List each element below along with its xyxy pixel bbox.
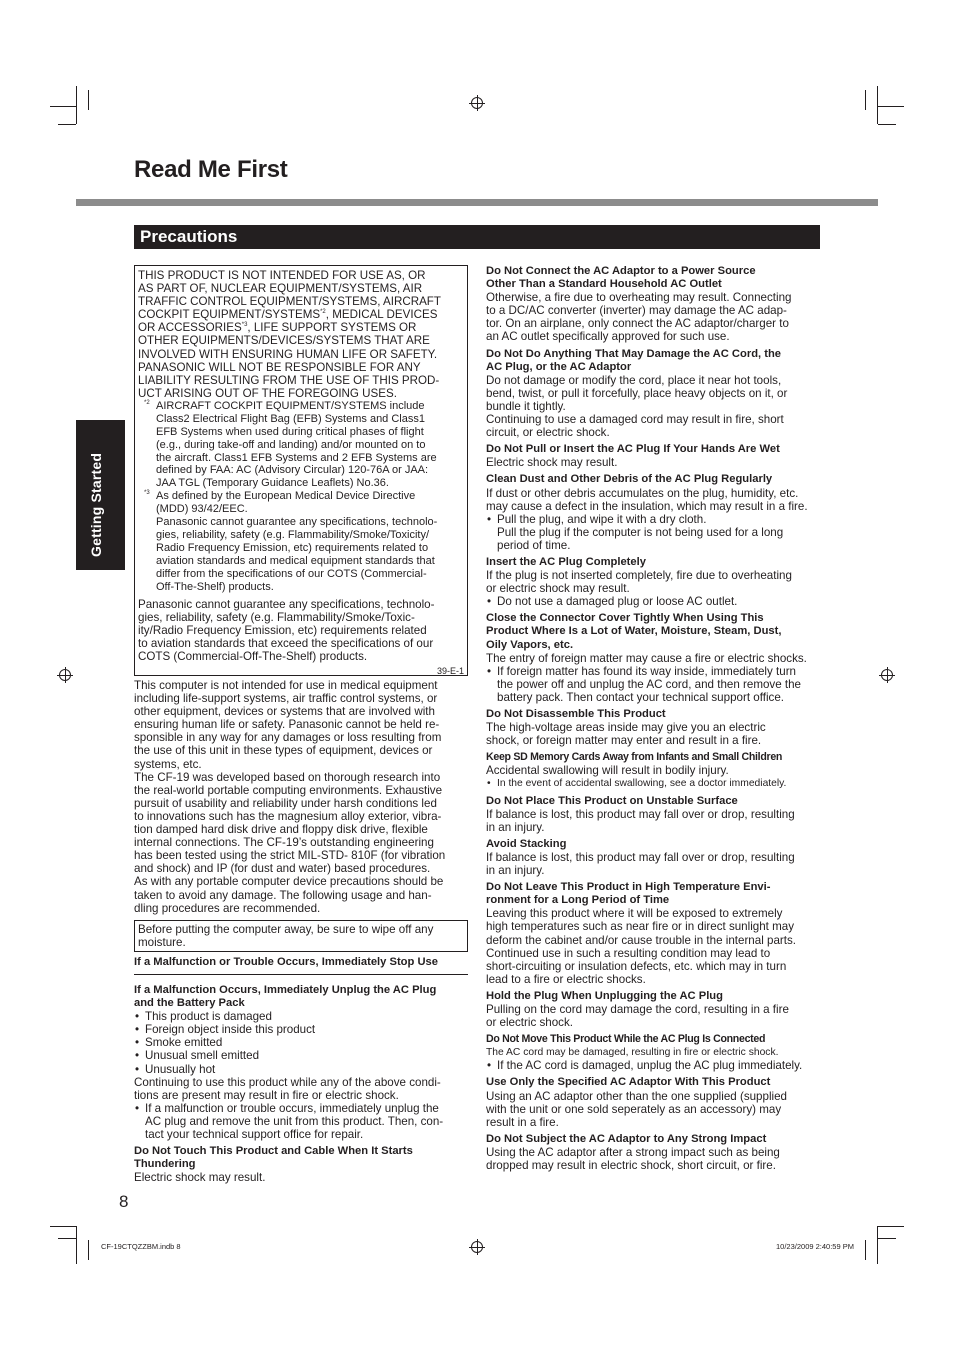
text-line: Continuing to use this product while any of the above condi- xyxy=(134,1075,441,1089)
crop-mark xyxy=(877,1226,878,1264)
footnote-line: As defined by the European Medical Device Directive xyxy=(156,490,416,503)
crop-mark xyxy=(76,1226,77,1264)
bullet-item: • Unusually hot xyxy=(134,1063,468,1076)
footnote-line: differ from the specifications of our COTS (Commercial- xyxy=(156,567,427,580)
divider xyxy=(134,974,468,975)
text-line: tion damped hard disk drive and floppy disk drive, flexible xyxy=(134,823,428,837)
text-line: moisture. xyxy=(138,935,186,949)
text-line: The AC cord may be damaged, resulting in fire or electric shock. xyxy=(486,1047,779,1059)
bullet-item: • Foreign object inside this product xyxy=(134,1023,468,1036)
footnote-line: Class2 Electrical Flight Bag (EFB) Systems and Class1 xyxy=(156,412,425,425)
title-rule xyxy=(76,199,878,206)
text-line: high temperatures such as near fire or in direct sunlight may xyxy=(486,920,795,934)
text-line: As with any portable computer device precautions should be xyxy=(134,875,444,889)
text-line: an AC outlet specifically approved for such use. xyxy=(486,330,730,344)
notice-line: COTS (Commercial-Off-The-Shelf) products. xyxy=(138,649,368,663)
side-tab-label: Getting Started xyxy=(88,452,104,557)
crop-mark xyxy=(878,1226,904,1227)
text-line: Leaving this product where it will be exposed to extremely xyxy=(486,907,783,921)
notice-line: OTHER EQUIPMENTS/DEVICES/SYSTEMS THAT ARE xyxy=(138,334,430,348)
section-heading: Insert the AC Plug Completely xyxy=(486,555,646,568)
bullet-item: • Do not use a damaged plug or loose AC outlet. xyxy=(486,595,820,608)
footnote-ref: *3 xyxy=(241,322,248,329)
notice-box xyxy=(134,265,468,676)
text-line: shock, or foreign matter may enter and result in a fire. xyxy=(486,734,762,748)
bullet-continuation: battery pack. Then contact your technical support office. xyxy=(497,690,785,704)
notice-line: THIS PRODUCT IS NOT INTENDED FOR USE AS, OR xyxy=(138,269,426,282)
text-line: Electric shock may result. xyxy=(486,456,618,470)
text-line: other equipment, devices or systems that are involved with xyxy=(134,705,435,719)
notice-text: OR ACCESSORIES xyxy=(138,321,242,335)
section-heading: Hold the Plug When Unplugging the AC Plug xyxy=(486,989,723,1002)
notice-text: , LIFE SUPPORT SYSTEMS OR xyxy=(247,321,417,335)
registration-mark-icon xyxy=(471,97,483,109)
footnote-line: gies, reliability, safety (e.g. Flammability/Smoke/Toxicity/ xyxy=(156,529,430,541)
footnote-line: Panasonic cannot guarantee any specifications, technolo- xyxy=(156,516,438,529)
bullet-item: • If a malfunction or trouble occurs, immediately unplug the xyxy=(134,1102,468,1115)
notice-line: LIABILITY RESULTING FROM THE USE OF THIS PROD- xyxy=(138,373,440,387)
text-line: circuit, or electric shock. xyxy=(486,426,610,440)
registration-mark-icon xyxy=(881,669,893,681)
footnote-line: Radio Frequency Emission, etc) requirements related to xyxy=(156,541,429,554)
notice-line: UCT ARISING OUT OF THE FOREGOING USES. xyxy=(138,386,397,400)
footnote-mark: *3 xyxy=(144,490,150,497)
footnote-ref: *2 xyxy=(320,309,326,316)
section-heading: Avoid Stacking xyxy=(486,837,567,850)
notice-line: AS PART OF, NUCLEAR EQUIPMENT/SYSTEMS, AIR xyxy=(138,282,423,296)
section-heading: AC Plug, or the AC Adaptor xyxy=(486,360,632,373)
footnote-line: defined by FAA: AC (Advisory Circular) 120-76A or JAA: xyxy=(156,464,429,477)
unplug-heading: and the Battery Pack xyxy=(134,997,245,1010)
section-heading: Oily Vapors, etc. xyxy=(486,638,574,651)
bullet-item: • In the event of accidental swallowing, see a doctor immediately. xyxy=(486,777,820,790)
text-line: or electric shock. xyxy=(486,1016,573,1030)
footnote-line: JAA TGL (Temporary Guidance Leaflets) No.36. xyxy=(156,477,389,490)
text-line: Before putting the computer away, be sure to wipe off any xyxy=(138,922,434,936)
text-line: bundle it tightly. xyxy=(486,399,566,413)
notice-line: PANASONIC WILL NOT BE RESPONSIBLE FOR ANY xyxy=(138,360,421,374)
footnote-mark: *2 xyxy=(144,399,150,406)
right-column xyxy=(486,265,820,1172)
footer-file: CF-19CTQZZBM.indb 8 xyxy=(101,1242,181,1251)
notice-line: Panasonic cannot guarantee any specifications, technolo- xyxy=(138,597,435,611)
text-line: internal connections. The CF-19’s outstanding engineering xyxy=(134,836,434,850)
text-line: deform the cabinet and/or cause trouble in the internal parts. xyxy=(486,933,796,947)
notice-line xyxy=(138,308,464,321)
notice-code: 39-E-1 xyxy=(436,666,464,676)
section-heading: Close the Connector Cover Tightly When Using This xyxy=(486,612,764,625)
text-line: bend, twist, or pull it forcefully, place heavy objects on it, or xyxy=(486,386,788,400)
text-line: Do not damage or modify the cord, place it near hot tools, xyxy=(486,373,782,387)
text-line: sponsible in any way for any damages or loss resulting from xyxy=(134,731,442,745)
crop-mark xyxy=(58,124,76,125)
page-number: 8 xyxy=(119,1192,129,1211)
crop-mark xyxy=(878,106,904,107)
crop-mark xyxy=(865,1240,866,1260)
notice-line: gies, reliability, safety (e.g. Flammability/Smoke/Toxic- xyxy=(138,610,415,624)
crop-mark xyxy=(58,1238,76,1239)
text-line: the use of this unit in these types of equipment, devices or xyxy=(134,744,433,758)
text-line: with the unit or one sold seperately as an accessory) may xyxy=(486,1102,782,1116)
text-line: The CF-19 was developed based on thorough research into xyxy=(134,770,441,784)
notice-line: TRAFFIC CONTROL EQUIPMENT/SYSTEMS, AIRCRAFT xyxy=(138,295,441,309)
text-line: Pulling on the cord may damage the cord, resulting in a fire xyxy=(486,1002,789,1016)
text-line: Using an AC adaptor other than the one supplied (supplied xyxy=(486,1089,788,1103)
footnote-line: the aircraft. Class1 EFB Systems and 2 EFB Systems are xyxy=(156,451,437,464)
bullet-item: • Pull the plug, and wipe it with a dry cloth. xyxy=(486,513,820,526)
text-line: ensuring human life or safety. Panasonic cannot be held re- xyxy=(134,718,440,732)
section-heading: Do Not Move This Product While the AC Plug Is Connected xyxy=(486,1033,766,1046)
thunder-heading: Thundering xyxy=(134,1158,196,1171)
registration-mark-icon xyxy=(471,1241,483,1253)
section-heading: Product Where Is a Lot of Water, Moisture, Steam, Dust, xyxy=(486,625,782,638)
section-heading: Do Not Pull or Insert the AC Plug If Your Hands Are Wet xyxy=(486,443,780,456)
text-line: Accidental swallowing will result in bodily injury. xyxy=(486,764,729,778)
text-line: dling procedures are recommended. xyxy=(134,901,321,915)
text-line: result in a fire. xyxy=(486,1115,559,1129)
text-line: If balance is lost, this product may fall over or drop, resulting xyxy=(486,807,795,821)
notice-text: COCKPIT EQUIPMENT/SYSTEMS xyxy=(138,308,321,322)
section-heading: Do Not Subject the AC Adaptor to Any Strong Impact xyxy=(486,1132,767,1145)
unplug-heading: If a Malfunction Occurs, Immediately Unplug the AC Plug xyxy=(134,983,437,996)
text-line: If dust or other debris accumulates on the plug, humidity, etc. xyxy=(486,486,799,500)
crop-mark xyxy=(88,1240,89,1260)
crop-mark xyxy=(878,124,896,125)
text-line: If the plug is not inserted completely, fire due to overheating xyxy=(486,569,792,583)
footer-timestamp: 10/23/2009 2:40:59 PM xyxy=(776,1242,854,1251)
bullet-continuation: tact your technical support office for repair. xyxy=(145,1128,364,1141)
notice-line: INVOLVED WITH ENSURING HUMAN LIFE OR SAFETY. xyxy=(138,347,438,361)
text-line: and shock) and IP (for dust and water) based procedures. xyxy=(134,862,431,876)
footnote-2 xyxy=(138,400,464,413)
footnote-3 xyxy=(138,490,464,503)
bullet-continuation: period of time. xyxy=(497,538,571,552)
footnote-line: aviation standards and medical equipment standards that xyxy=(156,554,435,567)
malfunction-heading: If a Malfunction or Trouble Occurs, Immediately Stop Use xyxy=(134,955,438,968)
notice-line: ity/Radio Frequency Emission, etc) requirements related xyxy=(138,623,427,637)
section-heading: ronment for a Long Period of Time xyxy=(486,894,670,907)
text-line: to innovations such has the magnesium alloy exterior, vibra- xyxy=(134,809,442,823)
text-line: Continued use in such a resulting condition may lead to xyxy=(486,946,771,960)
bullet-item: • Smoke emitted xyxy=(134,1036,468,1049)
text-line: has been tested using the strict MIL-STD- 810F (for vibration xyxy=(134,849,446,863)
section-heading: Other Than a Standard Household AC Outlet xyxy=(486,278,722,291)
footnote-line: (MDD) 93/42/EEC. xyxy=(156,503,248,516)
text-line: including life-support systems, air traffic control systems, or xyxy=(134,692,438,706)
crop-mark xyxy=(877,86,878,124)
text-line: taken to avoid any damage. The following usage and han- xyxy=(134,888,432,902)
notice-line xyxy=(138,321,464,334)
bullet-item: • If the AC cord is damaged, unplug the AC plug immediately. xyxy=(486,1059,820,1072)
section-heading: Do Not Do Anything That May Damage the AC Cord, the xyxy=(486,347,782,360)
section-heading: Use Only the Specified AC Adaptor With This Product xyxy=(486,1076,771,1089)
text-line: in an injury. xyxy=(486,864,545,878)
text-line: in an injury. xyxy=(486,820,545,834)
bullet-item: • If foreign matter has found its way inside, immediately turn xyxy=(486,665,820,678)
crop-mark xyxy=(50,106,76,107)
bullet-continuation: Pull the plug if the computer is not being used for a long xyxy=(497,525,784,539)
footnote-line: AIRCRAFT COCKPIT EQUIPMENT/SYSTEMS include xyxy=(156,399,425,412)
footnote-line: EFB Systems when used during critical phases of flight xyxy=(156,425,424,438)
crop-mark xyxy=(865,90,866,110)
text-line: may cause a defect in the insulation, which may result in a fire. xyxy=(486,499,808,513)
text-line: Using the AC adaptor after a strong impact such as being xyxy=(486,1145,780,1159)
section-heading: Do Not Connect the AC Adaptor to a Power Source xyxy=(486,265,756,277)
page-title: Read Me First xyxy=(134,156,288,183)
text-line: tions are present may result in fire or electric shock. xyxy=(134,1088,399,1102)
text-line: short-circuiting or insulation defects, etc. which may in turn xyxy=(486,959,787,973)
left-column xyxy=(134,679,468,1184)
text-line: tor. On an airplane, only connect the AC adaptor/charger to xyxy=(486,317,789,331)
section-heading: Clean Dust and Other Debris of the AC Plug Regularly xyxy=(486,473,773,486)
text-line: or electric shock may result. xyxy=(486,582,630,596)
text-line: The entry of foreign matter may cause a fire or electric shocks. xyxy=(486,651,807,665)
bullet-item: • Unusual smell emitted xyxy=(134,1049,468,1062)
notice-line: to aviation standards that exceed the specifications of our xyxy=(138,636,434,650)
bullet-continuation: the power off and unplug the AC cord, and then remove the xyxy=(497,677,802,691)
bullet-item: • This product is damaged xyxy=(134,1010,468,1023)
crop-mark xyxy=(76,86,77,124)
text-line: to a DC/AC converter (inverter) may damage the AC adap- xyxy=(486,304,787,318)
registration-mark-icon xyxy=(59,669,71,681)
footnote-line: (e.g., during take-off and landing) and/or mounted on to xyxy=(156,438,426,451)
text-line: Continuing to use a damaged cord may result in fire, short xyxy=(486,413,784,427)
section-header: Precautions xyxy=(134,225,820,249)
section-heading: Do Not Leave This Product in High Temperature Envi- xyxy=(486,881,771,894)
text-line: The high-voltage areas inside may give you an electric xyxy=(486,721,766,735)
text-line: Otherwise, a fire due to overheating may result. Connecting xyxy=(486,291,792,305)
text-line: If balance is lost, this product may fall over or drop, resulting xyxy=(486,850,795,864)
thunder-heading: Do Not Touch This Product and Cable When It Starts xyxy=(134,1145,413,1158)
text-line: lead to a fire or electric shocks. xyxy=(486,972,646,986)
section-heading: Keep SD Memory Cards Away from Infants and Small Children xyxy=(486,751,783,764)
crop-mark xyxy=(50,1226,76,1227)
notice-text: , MEDICAL DEVICES xyxy=(325,308,438,322)
section-heading: Do Not Place This Product on Unstable Surface xyxy=(486,794,738,807)
text-line: systems, etc. xyxy=(134,757,202,771)
text-line: Electric shock may result. xyxy=(134,1171,266,1185)
text-line: the real-world portable computing environments. Exhaustive xyxy=(134,783,443,797)
crop-mark xyxy=(88,90,89,110)
crop-mark xyxy=(878,1238,896,1239)
text-line: This computer is not intended for use in medical equipment xyxy=(134,679,438,692)
text-line: dropped may result in electric shock, short circuit, or fire. xyxy=(486,1159,776,1172)
section-heading: Do Not Disassemble This Product xyxy=(486,708,666,720)
text-line: pursuit of usability and reliability under harsh conditions led xyxy=(134,796,437,810)
wipe-note-box xyxy=(134,920,468,952)
bullet-continuation: AC plug and remove the unit from this product. Then, con- xyxy=(145,1114,444,1128)
footnote-line: Off-The-Shelf) products. xyxy=(156,580,274,593)
side-tab xyxy=(76,420,125,570)
